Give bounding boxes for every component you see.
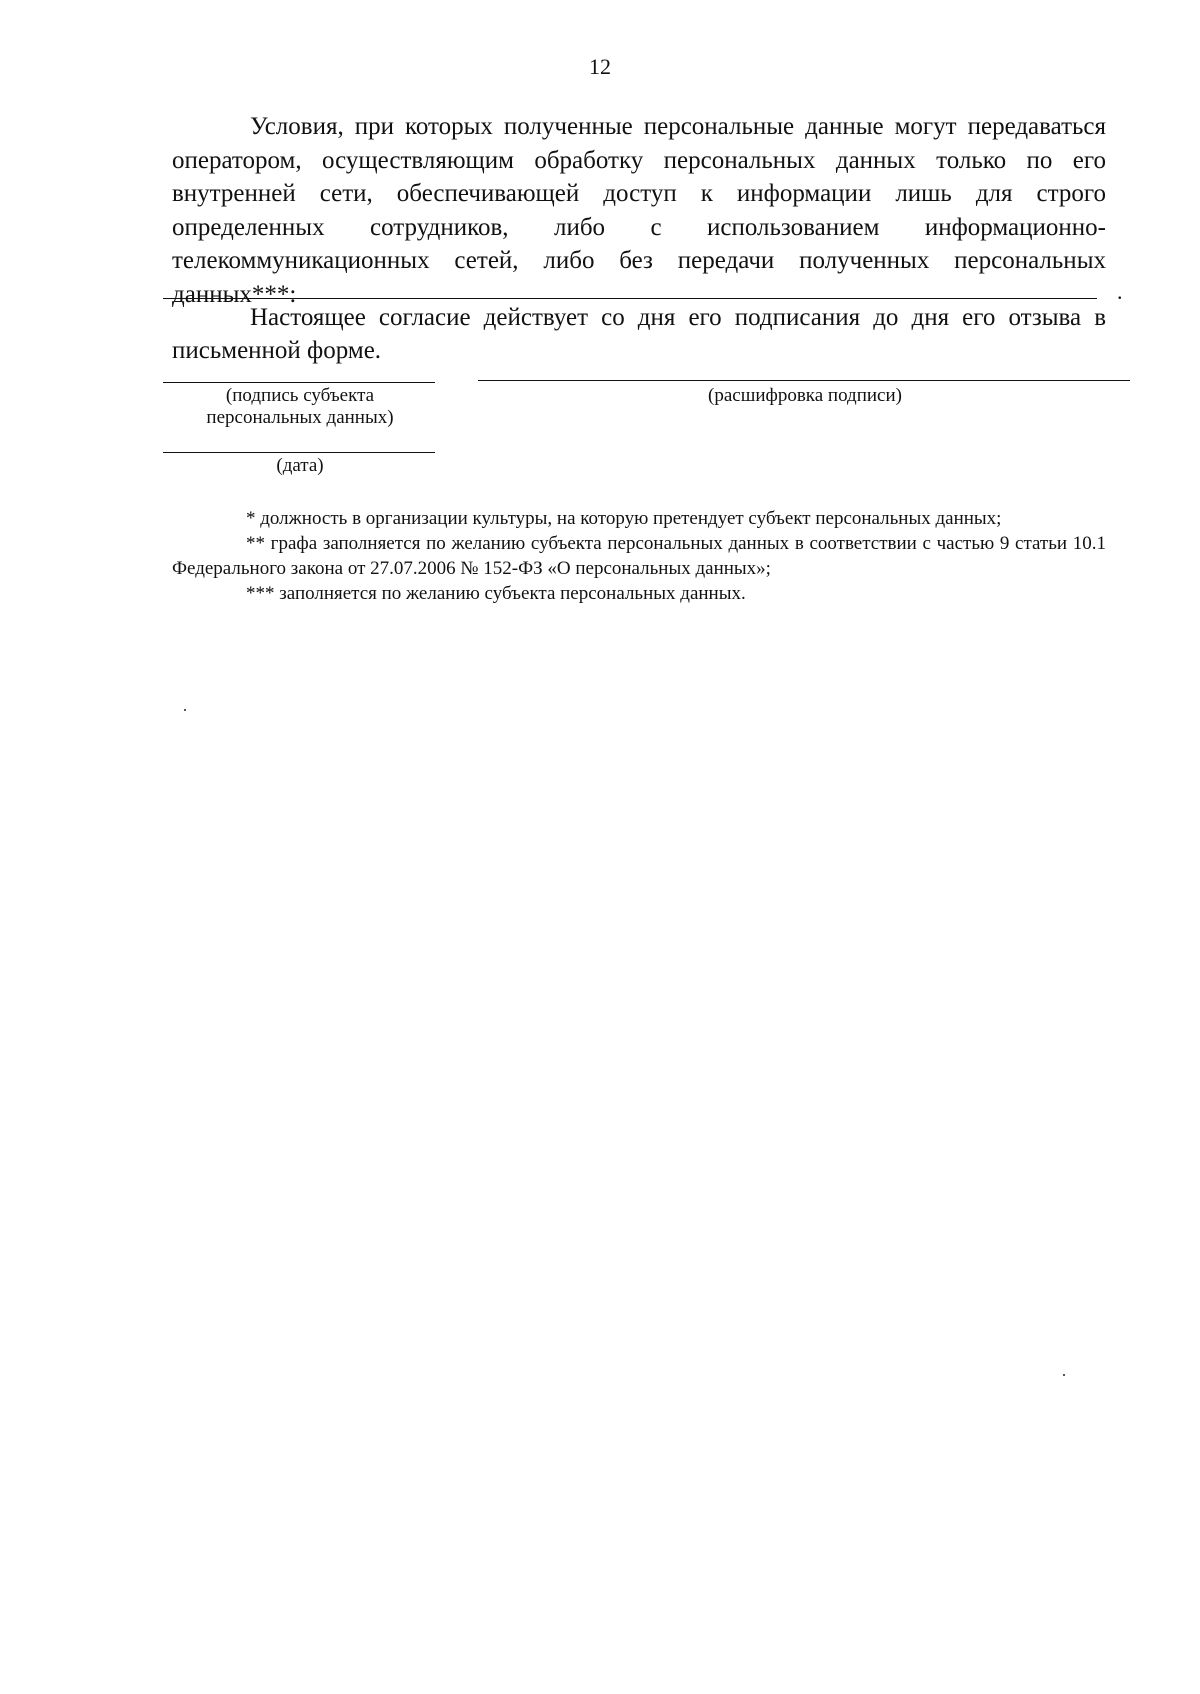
conditions-paragraph: Условия, при которых полученные персональные данные могут передаваться оператором, осуществляющим обработку персональных данных только по его внутренней сети, обеспечивающей доступ к информации лишь для строго определенных сотрудников, либо с использованием информационно-телекоммуникационных сетей, либо без передачи полученных персональных данных***:: [172, 113, 1106, 308]
footnote-1: * должность в организации культуры, на которую претендует субъект персональных данных;: [246, 508, 1002, 529]
fill-line-end: .: [1117, 279, 1123, 304]
date-line[interactable]: [163, 452, 435, 453]
footnotes: [172, 506, 1106, 606]
conditions-fill-line[interactable]: [163, 298, 1097, 299]
page-number: 12: [589, 54, 611, 79]
footnote-3: *** заполняется по желанию субъекта персональных данных.: [246, 583, 746, 604]
subject-signature-line[interactable]: [163, 382, 435, 383]
footnote-2: ** графа заполняется по желанию субъекта персональных данных в соответствии с частью 9 статьи 10.1 Федерального закона от 27.07.2006 № 152-ФЗ «О персональных данных»;: [172, 533, 1106, 579]
date-caption: (дата): [276, 455, 324, 476]
signature-decoding-caption: (расшифровка подписи): [708, 385, 902, 406]
signature-decoding-line[interactable]: [478, 380, 1130, 381]
consent-paragraph: Настоящее согласие действует со дня его подписания до дня его отзыва в письменной форме.: [172, 304, 1106, 364]
scan-speck: [1063, 1374, 1065, 1376]
scan-speck: [184, 709, 186, 711]
subject-signature-caption: (подпись субъекта персональных данных): [206, 385, 394, 428]
